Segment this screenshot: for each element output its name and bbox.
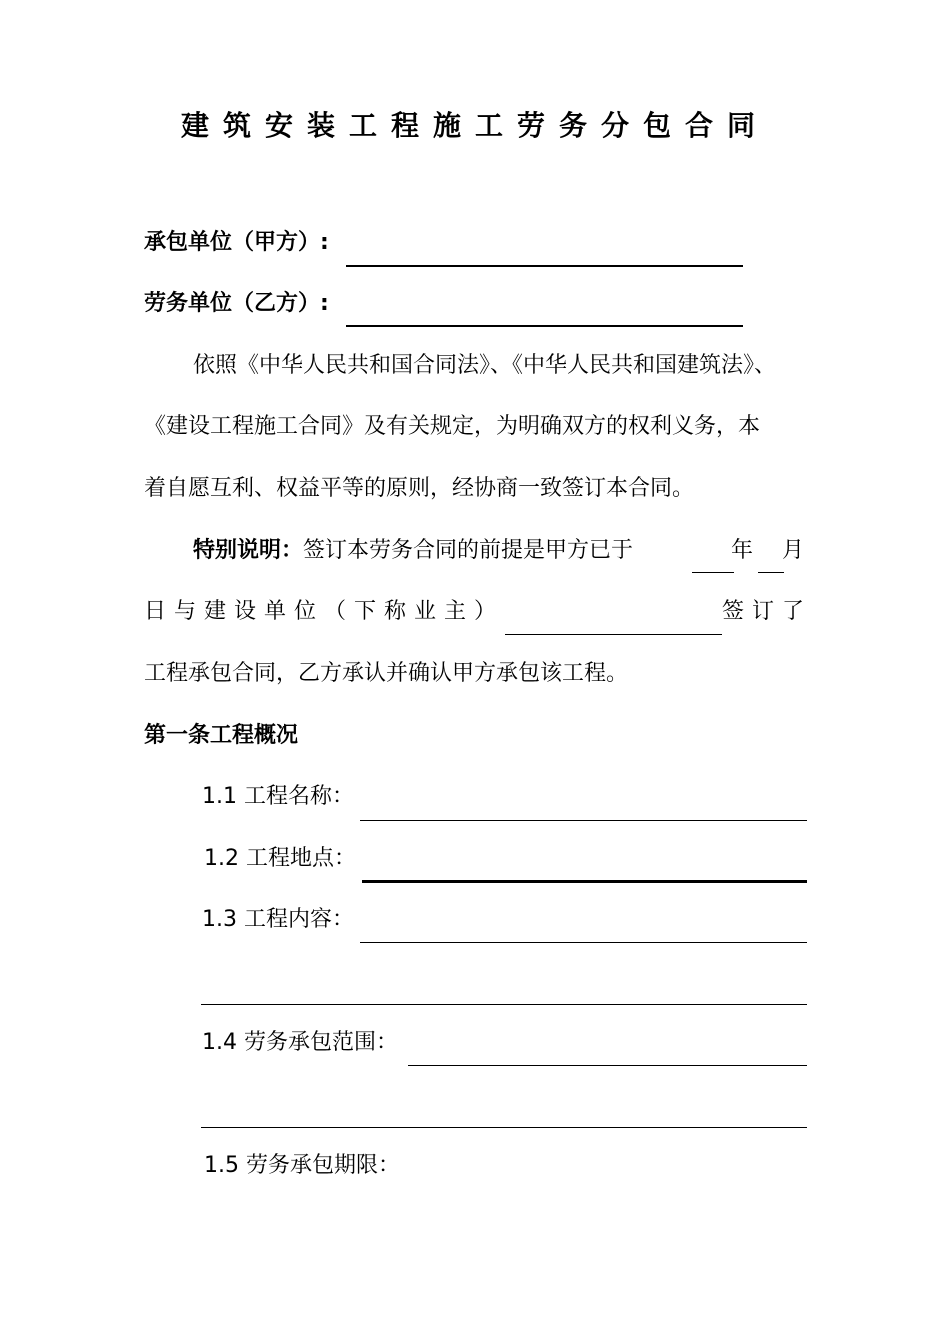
item-1-5-label: 1.5 劳务承包期限： <box>204 1153 400 1178</box>
item-1-2-blank-line <box>362 880 807 883</box>
party-b-blank-line <box>346 325 743 327</box>
item-1-4-blank-line <box>408 1065 807 1066</box>
item-1-3-label: 1.3 工程内容： <box>202 907 354 932</box>
preamble-line-2: 《建设工程施工合同》及有关规定，为明确双方的权利义务，本 <box>144 414 761 439</box>
preamble-line-3: 着自愿互利、权益平等的原则，经协商一致签订本合同。 <box>144 476 695 501</box>
special-note-text-1: 签订本劳务合同的前提是甲方已于 <box>303 538 634 563</box>
party-a-blank-line <box>346 265 743 267</box>
month-label: 月 <box>782 538 805 563</box>
year-label: 年 <box>731 538 754 563</box>
item-1-2-label: 1.2 工程地点： <box>204 846 356 871</box>
special-note-text-3: 签订了 <box>722 599 813 624</box>
special-note-text-2: 日与建设单位（下称业主） <box>144 599 505 624</box>
document-title: 建筑安装工程施工劳务分包合同 <box>180 109 769 142</box>
owner-blank-line <box>505 634 722 635</box>
item-1-4-label: 1.4 劳务承包范围： <box>202 1030 398 1055</box>
party-a-label: 承包单位（甲方）: <box>144 230 329 255</box>
special-note-line-1 <box>193 536 633 566</box>
month-blank-line <box>758 572 784 573</box>
party-b-label: 劳务单位（乙方）: <box>144 291 329 316</box>
preamble-line-1: 依照《中华人民共和国合同法》、《中华人民共和国建筑法》、 <box>193 353 777 378</box>
special-note-label: 特别说明： <box>193 538 304 563</box>
year-blank-line <box>692 572 734 573</box>
item-1-3-continuation-line <box>201 1004 807 1005</box>
article-1-heading: 第一条工程概况 <box>144 723 299 748</box>
item-1-1-blank-line <box>360 820 807 821</box>
special-note-line-3: 工程承包合同，乙方承认并确认甲方承包该工程。 <box>144 661 629 686</box>
item-1-4-continuation-line <box>201 1127 807 1128</box>
item-1-3-blank-line <box>360 942 807 943</box>
item-1-1-label: 1.1 工程名称： <box>202 784 354 809</box>
